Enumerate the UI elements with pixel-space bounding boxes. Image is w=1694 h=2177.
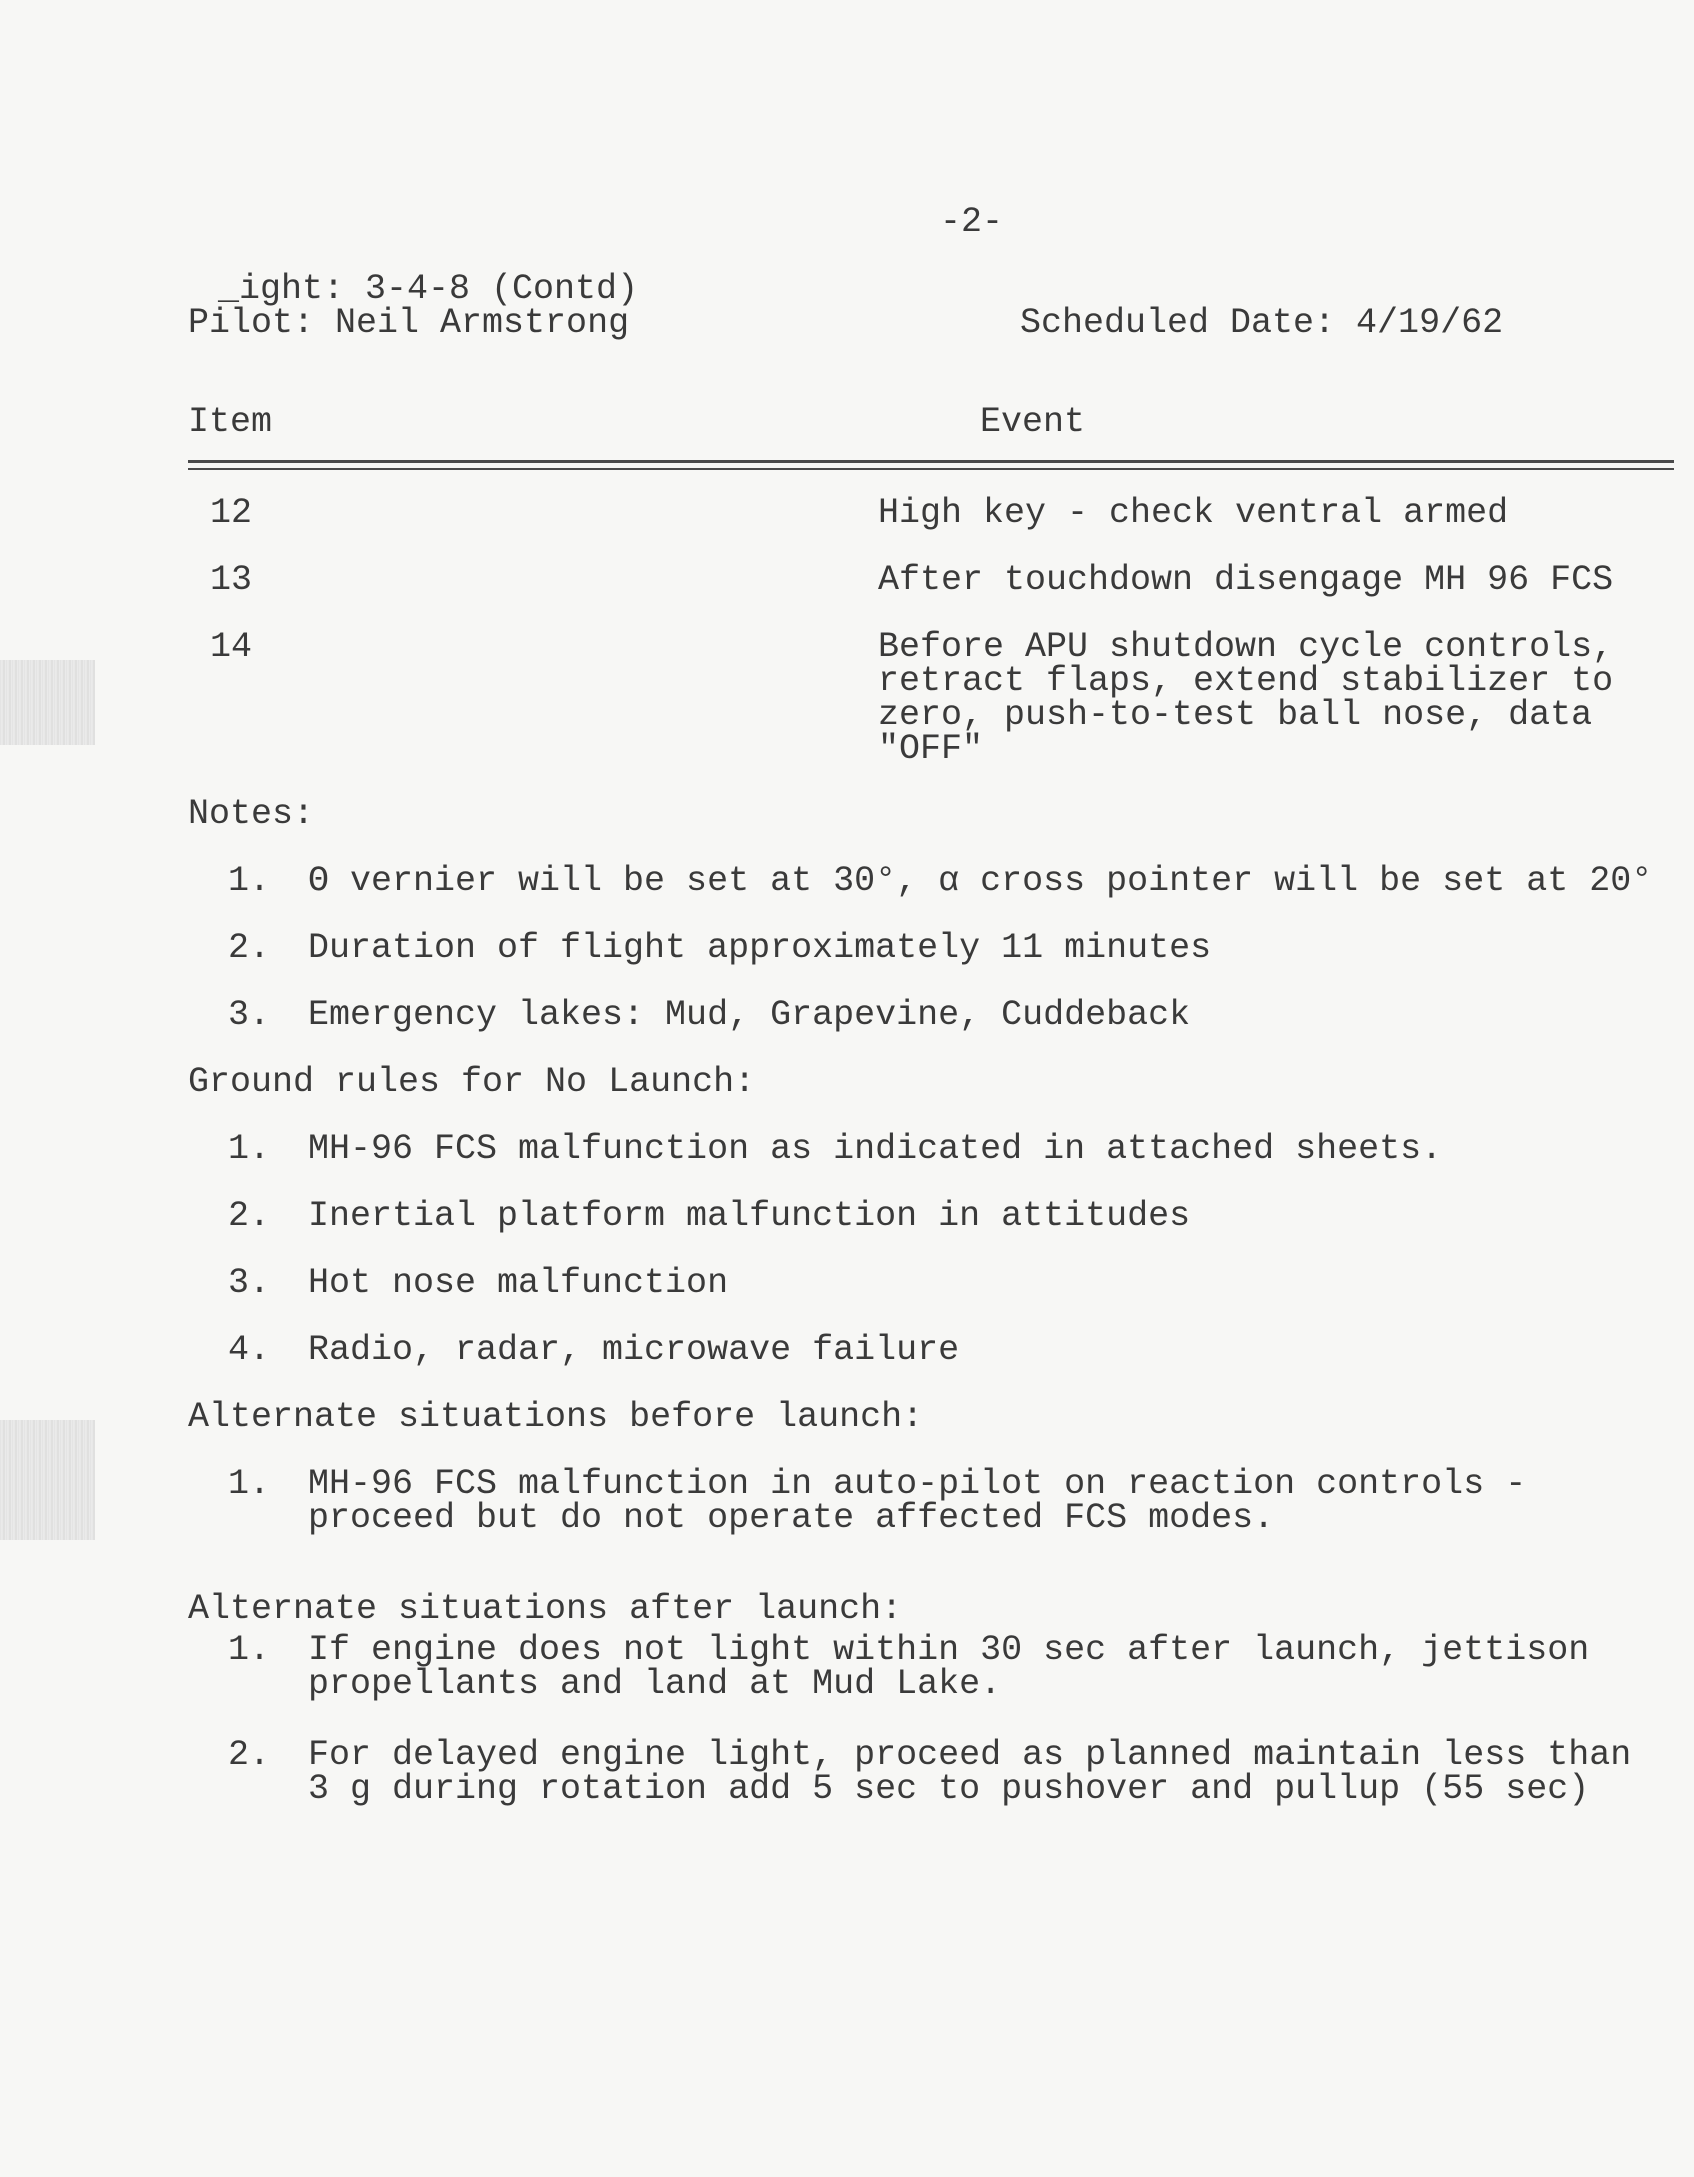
list-item: MH-96 FCS malfunction as indicated in attached sheets. bbox=[308, 1129, 1443, 1169]
list-item: Θ vernier will be set at 30°, α cross pointer will be set at 20° bbox=[308, 861, 1653, 901]
table-row-item: 13 bbox=[210, 560, 253, 600]
page-number: -2- bbox=[940, 202, 1004, 242]
table-row-item: 12 bbox=[210, 493, 253, 533]
table-row-event: Before APU shutdown cycle controls, retract flaps, extend stabilizer to zero, push-to-test ball nose, data "OFF" bbox=[878, 627, 1614, 769]
list-number: 4. bbox=[228, 1330, 271, 1370]
list-number: 1. bbox=[228, 1464, 271, 1504]
scan-artifact bbox=[0, 1420, 95, 1540]
list-number: 1. bbox=[228, 861, 271, 901]
table-row-item: 14 bbox=[210, 627, 253, 667]
list-item: Duration of flight approximately 11 minutes bbox=[308, 928, 1212, 968]
header-divider bbox=[188, 468, 1674, 470]
list-number: 1. bbox=[228, 1630, 271, 1670]
header-divider bbox=[188, 460, 1674, 463]
list-item: MH-96 FCS malfunction in auto-pilot on reaction controls - proceed but do not operate affected FCS modes. bbox=[308, 1464, 1527, 1538]
column-header-item: Item bbox=[188, 402, 273, 442]
list-number: 2. bbox=[228, 1196, 271, 1236]
list-item: If engine does not light within 30 sec after launch, jettison propellants and land at Mud Lake. bbox=[308, 1630, 1590, 1704]
list-number: 2. bbox=[228, 928, 271, 968]
list-item: Emergency lakes: Mud, Grapevine, Cuddeback bbox=[308, 995, 1191, 1035]
table-row-event: After touchdown disengage MH 96 FCS bbox=[878, 560, 1614, 600]
list-item: For delayed engine light, proceed as planned maintain less than 3 g during rotation add 5 sec to pushover and pullup (55 sec) bbox=[308, 1735, 1632, 1809]
scan-artifact bbox=[0, 660, 95, 745]
ground-rules-heading: Ground rules for No Launch: bbox=[188, 1062, 756, 1102]
alternate-after-heading: Alternate situations after launch: bbox=[188, 1589, 903, 1629]
scheduled-date: Scheduled Date: 4/19/62 bbox=[1020, 303, 1504, 343]
list-item: Hot nose malfunction bbox=[308, 1263, 729, 1303]
flight-label: _ight: 3-4-8 (Contd) bbox=[218, 269, 639, 309]
list-number: 1. bbox=[228, 1129, 271, 1169]
list-number: 2. bbox=[228, 1735, 271, 1775]
list-item: Inertial platform malfunction in attitudes bbox=[308, 1196, 1191, 1236]
table-row-event: High key - check ventral armed bbox=[878, 493, 1509, 533]
list-item: Radio, radar, microwave failure bbox=[308, 1330, 960, 1370]
column-header-event: Event bbox=[980, 402, 1086, 442]
notes-heading: Notes: bbox=[188, 794, 315, 834]
alternate-before-heading: Alternate situations before launch: bbox=[188, 1397, 924, 1437]
list-number: 3. bbox=[228, 995, 271, 1035]
pilot-label: Pilot: Neil Armstrong bbox=[188, 303, 630, 343]
list-number: 3. bbox=[228, 1263, 271, 1303]
